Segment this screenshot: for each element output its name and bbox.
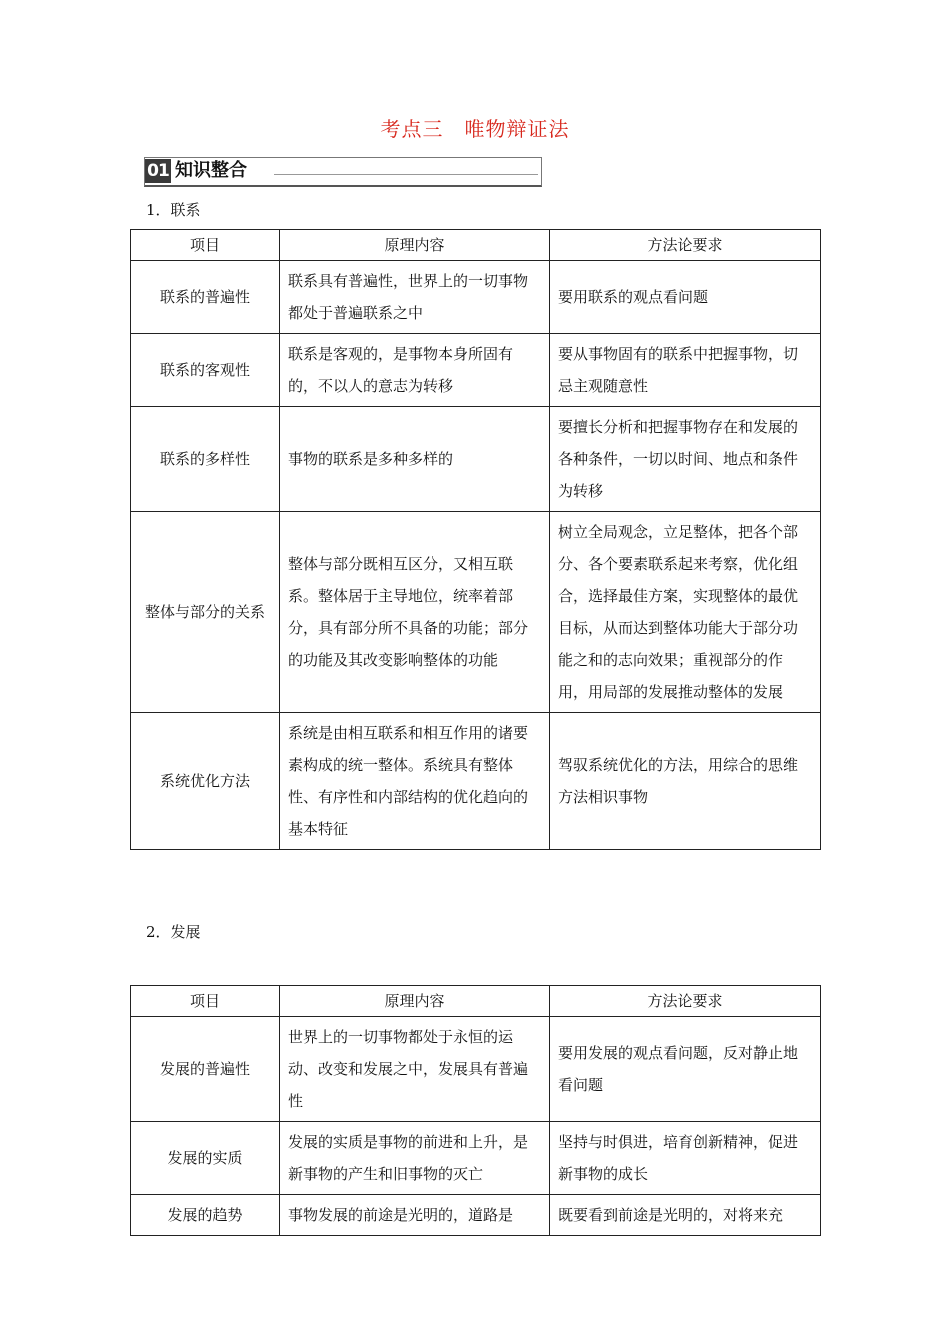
row-methodology: 要用发展的观点看问题，反对静止地看问题 xyxy=(550,1017,821,1122)
table-row xyxy=(131,1195,821,1236)
row-principle: 系统是由相互联系和相互作用的诸要素构成的统一整体。系统具有整体性、有序性和内部结构的优化趋向的基本特征 xyxy=(280,713,550,850)
header-item: 项目 xyxy=(131,230,280,261)
row-principle: 世界上的一切事物都处于永恒的运动、改变和发展之中，发展具有普遍性 xyxy=(280,1017,550,1122)
row-principle: 事物的联系是多种多样的 xyxy=(280,407,550,512)
table-row xyxy=(131,334,821,407)
row-item: 联系的普遍性 xyxy=(131,261,280,334)
table-row xyxy=(131,512,821,713)
row-item: 发展的趋势 xyxy=(131,1195,280,1236)
table-header-row xyxy=(131,986,821,1017)
row-methodology: 要擅长分析和把握事物存在和发展的各种条件，一切以时间、地点和条件为转移 xyxy=(550,407,821,512)
row-methodology: 要从事物固有的联系中把握事物，切忌主观随意性 xyxy=(550,334,821,407)
section-heading-connection: 1．联系 xyxy=(146,201,201,219)
section-heading-development: 2．发展 xyxy=(146,923,201,941)
row-principle: 整体与部分既相互区分，又相互联系。整体居于主导地位，统率着部分，具有部分所不具备的功能；部分的功能及其改变影响整体的功能 xyxy=(280,512,550,713)
header-item: 项目 xyxy=(131,986,280,1017)
row-methodology: 驾驭系统优化的方法，用综合的思维方法相识事物 xyxy=(550,713,821,850)
banner-number: 01 xyxy=(145,159,171,183)
header-methodology: 方法论要求 xyxy=(550,230,821,261)
row-methodology: 树立全局观念，立足整体，把各个部分、各个要素联系起来考察，优化组合，选择最佳方案，实现整体的最优目标，从而达到整体功能大于部分功能之和的志向效果；重视部分的作用，用局部的发展推动整体的发展 xyxy=(550,512,821,713)
banner-divider xyxy=(274,174,538,175)
row-methodology: 坚持与时俱进，培育创新精神，促进新事物的成长 xyxy=(550,1122,821,1195)
section-banner xyxy=(144,157,542,187)
table-row xyxy=(131,1017,821,1122)
table-row xyxy=(131,1122,821,1195)
development-table xyxy=(130,985,821,1236)
banner-text: 知识整合 xyxy=(175,160,247,181)
header-methodology: 方法论要求 xyxy=(550,986,821,1017)
row-methodology: 既要看到前途是光明的，对将来充 xyxy=(550,1195,821,1236)
connection-table xyxy=(130,229,821,850)
row-item: 发展的实质 xyxy=(131,1122,280,1195)
table-row xyxy=(131,261,821,334)
row-item: 联系的多样性 xyxy=(131,407,280,512)
row-methodology: 要用联系的观点看问题 xyxy=(550,261,821,334)
page-title: 考点三 唯物辩证法 xyxy=(380,117,570,141)
row-principle: 发展的实质是事物的前进和上升，是新事物的产生和旧事物的灭亡 xyxy=(280,1122,550,1195)
header-principle: 原理内容 xyxy=(280,230,550,261)
table-header-row xyxy=(131,230,821,261)
table-row xyxy=(131,713,821,850)
row-principle: 联系具有普遍性，世界上的一切事物都处于普遍联系之中 xyxy=(280,261,550,334)
row-item: 联系的客观性 xyxy=(131,334,280,407)
row-item: 发展的普遍性 xyxy=(131,1017,280,1122)
table-row xyxy=(131,407,821,512)
row-principle: 事物发展的前途是光明的，道路是 xyxy=(280,1195,550,1236)
row-item: 系统优化方法 xyxy=(131,713,280,850)
header-principle: 原理内容 xyxy=(280,986,550,1017)
row-item: 整体与部分的关系 xyxy=(131,512,280,713)
row-principle: 联系是客观的，是事物本身所固有的，不以人的意志为转移 xyxy=(280,334,550,407)
